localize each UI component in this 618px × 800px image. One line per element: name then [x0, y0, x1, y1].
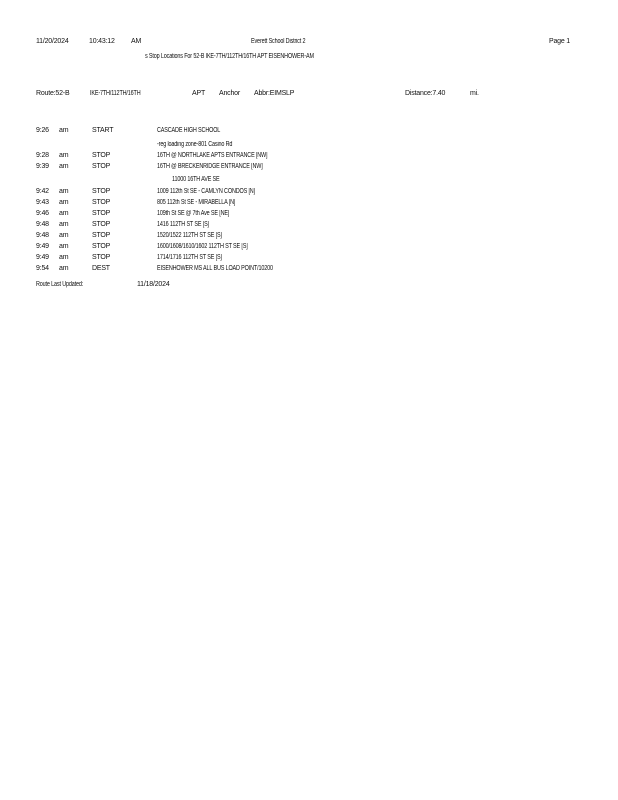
stop-time: 9:54 [36, 265, 49, 272]
report-ampm: AM [131, 38, 142, 45]
stop-time: 9:48 [36, 232, 49, 239]
stop-type: STOP [92, 152, 111, 159]
stop-type: STOP [92, 210, 111, 217]
route-name: IKE-7TH/112TH/16TH [90, 90, 141, 97]
stop-time: 9:49 [36, 254, 49, 261]
stop-ampm: am [59, 232, 69, 239]
stop-description: EISENHOWER MS ALL BUS LOAD POINT/10200 [157, 265, 273, 272]
route-apt: APT [192, 90, 206, 97]
stop-description: -reg loading zone-801 Casino Rd [157, 141, 233, 148]
stop-description: 1520/1522 112TH ST SE [S] [157, 232, 222, 239]
stop-description: 109th St SE @ 7th Ave SE [NE] [157, 210, 230, 217]
footer-label: Route Last Updated: [36, 281, 84, 288]
stop-type: STOP [92, 232, 111, 239]
stop-description: 1009 112th St SE - CAMLYN CONDOS [N] [157, 188, 255, 195]
report-subtitle: s Stop Locations For 52-B IKE-7TH/112TH/16TH APT EISENHOWER-AM [145, 53, 314, 60]
page-number: Page 1 [549, 38, 570, 45]
stop-ampm: am [59, 199, 69, 206]
stop-type: STOP [92, 243, 111, 250]
footer-updated-date: 11/18/2024 [137, 281, 170, 288]
stop-time: 9:46 [36, 210, 49, 217]
route-id: Route:52-B [36, 90, 70, 97]
stop-ampm: am [59, 152, 69, 159]
stop-ampm: am [59, 210, 69, 217]
stop-type: DEST [92, 265, 110, 272]
stop-time: 9:28 [36, 152, 49, 159]
stop-description: 16TH @ NORTHLAKE APTS ENTRANCE [NW] [157, 152, 268, 159]
stop-time: 9:26 [36, 127, 49, 134]
stop-ampm: am [59, 221, 69, 228]
stop-description: 11000 16TH AVE SE [172, 176, 220, 183]
stop-time: 9:39 [36, 163, 49, 170]
district-title: Everett School District 2 [251, 38, 306, 45]
stop-description: CASCADE HIGH SCHOOL [157, 127, 221, 134]
stop-ampm: am [59, 254, 69, 261]
stop-description: 1714/1716 112TH ST SE [S] [157, 254, 222, 261]
route-distance-unit: mi. [470, 90, 479, 97]
stop-time: 9:43 [36, 199, 49, 206]
stop-description: 16TH @ BRECKENRIDGE ENTRANCE [NW] [157, 163, 263, 170]
stop-description: 1416 112TH ST SE [S] [157, 221, 209, 228]
stop-ampm: am [59, 243, 69, 250]
route-anchor: Anchor [219, 90, 240, 97]
stop-description: 1600/1608/1610/1602 112TH ST SE [S] [157, 243, 248, 250]
stop-time: 9:49 [36, 243, 49, 250]
route-abbr: Abbr:EIMSLP [254, 90, 295, 97]
stop-type: START [92, 127, 114, 134]
stop-type: STOP [92, 221, 111, 228]
stop-description: 805 112th St SE - MIRABELLA [N] [157, 199, 236, 206]
stop-time: 9:42 [36, 188, 49, 195]
stop-type: STOP [92, 188, 111, 195]
stop-type: STOP [92, 254, 111, 261]
stop-ampm: am [59, 127, 69, 134]
stop-ampm: am [59, 265, 69, 272]
report-time: 10:43:12 [89, 38, 115, 45]
report-date: 11/20/2024 [36, 38, 69, 45]
stop-time: 9:48 [36, 221, 49, 228]
stop-type: STOP [92, 199, 111, 206]
stop-ampm: am [59, 163, 69, 170]
stop-type: STOP [92, 163, 111, 170]
stop-ampm: am [59, 188, 69, 195]
route-distance: Distance:7.40 [405, 90, 446, 97]
